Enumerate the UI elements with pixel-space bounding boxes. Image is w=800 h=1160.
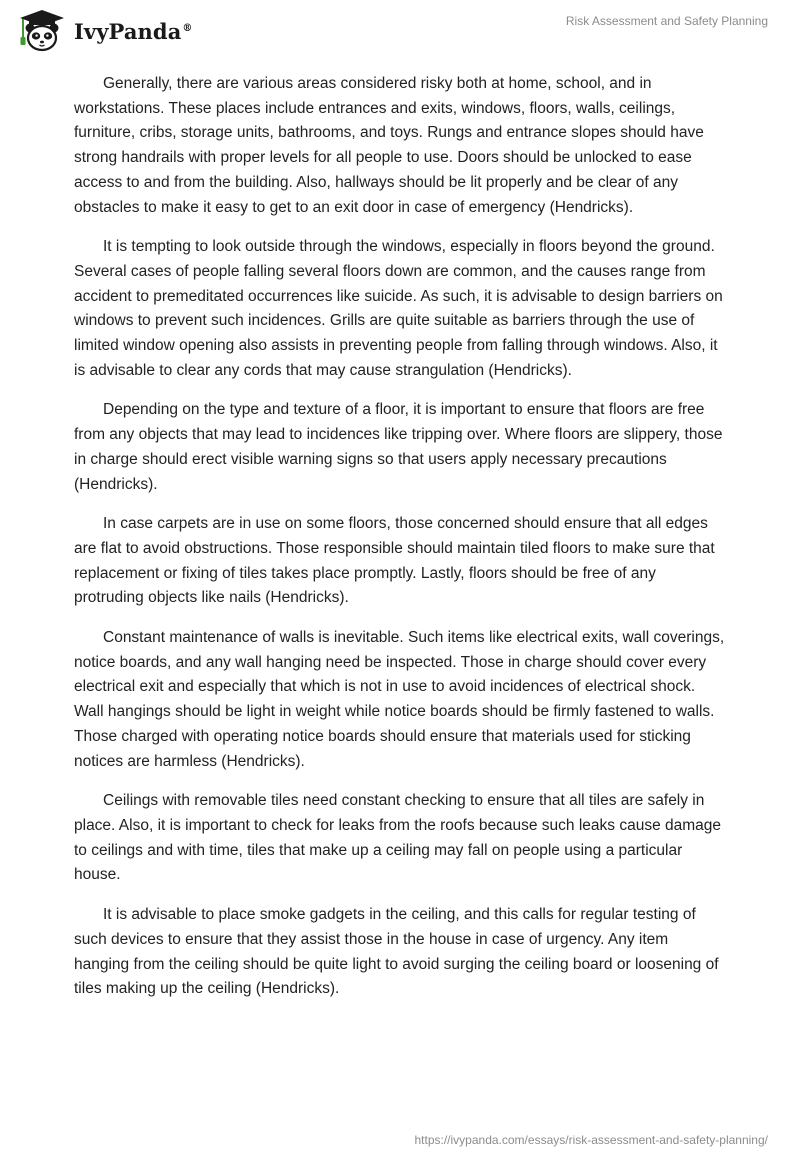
document-title: Risk Assessment and Safety Planning	[565, 14, 768, 28]
page-header	[0, 0, 800, 60]
essay-body	[74, 72, 726, 1017]
brand-name: IvyPanda®	[74, 18, 193, 44]
panda-graduation-cap-logo-icon	[14, 8, 70, 52]
paragraph: Ceilings with removable tiles need constant checking to ensure that all tiles are safely in place. Also, it is important to check for leaks from the roofs because such leaks cause damage to ceilings and with time, tiles that make up a ceiling may fall on people using a particular house.	[74, 792, 722, 884]
paragraph: It is tempting to look outside through the windows, especially in floors beyond the ground. Several cases of people falling several floors down are common, and the causes range from accident to premeditated occurrences like suicide. As such, it is advisable to design barriers on windows to prevent such incidences. Grills are quite suitable as barriers through the use of limited window opening also assists in preventing people from falling through windows. Also, it is advisable to clear any cords that may cause strangulation (Hendricks).	[74, 238, 723, 379]
paragraph: Generally, there are various areas considered risky both at home, school, and in workstations. These places include entrances and exits, windows, floors, walls, ceilings, furniture, cribs, storage units, bathrooms, and toys. Rungs and entrance slopes should have strong handrails with proper levels for all people to use. Doors should be unlocked to ease access to and from the building. Also, hallways should be lit properly and be clear of any obstacles to make it easy to get to an exit door in case of emergency (Hendricks).	[74, 75, 704, 216]
registered-mark: ®	[182, 22, 193, 34]
ivypanda-logo[interactable]	[14, 8, 193, 52]
paragraph: Depending on the type and texture of a floor, it is important to ensure that floors are free from any objects that may lead to incidences like tripping over. Where floors are slippery, those in charge should erect visible warning signs so that users apply necessary precautions (Hendricks).	[74, 401, 723, 493]
paragraph: Constant maintenance of walls is inevitable. Such items like electrical exits, wall coverings, notice boards, and any wall hanging need be inspected. Those in charge should cover every electrical exit and especially that which is not in use to avoid incidences of electrical shock. Wall hangings should be light in weight while notice boards should be firmly fastened to walls. Those charged with operating notice boards should ensure that materials used for sticking notices are harmless (Hendricks).	[74, 629, 725, 770]
paragraph: In case carpets are in use on some floors, those concerned should ensure that all edges are flat to avoid obstructions. Those responsible should maintain tiled floors to make sure that replacement or fixing of tiles takes place promptly. Lastly, floors should be free of any protruding objects like nails (Hendricks).	[74, 515, 715, 607]
paragraph: It is advisable to place smoke gadgets in the ceiling, and this calls for regular testing of such devices to ensure that they assist those in the house in case of urgency. Any item hanging from the ceiling should be quite light to avoid surging the ceiling board or loosening of tiles making up the ceiling (Hendricks).	[74, 906, 719, 998]
source-url[interactable]: https://ivypanda.com/essays/risk-assessment-and-safety-planning/	[414, 1133, 768, 1147]
